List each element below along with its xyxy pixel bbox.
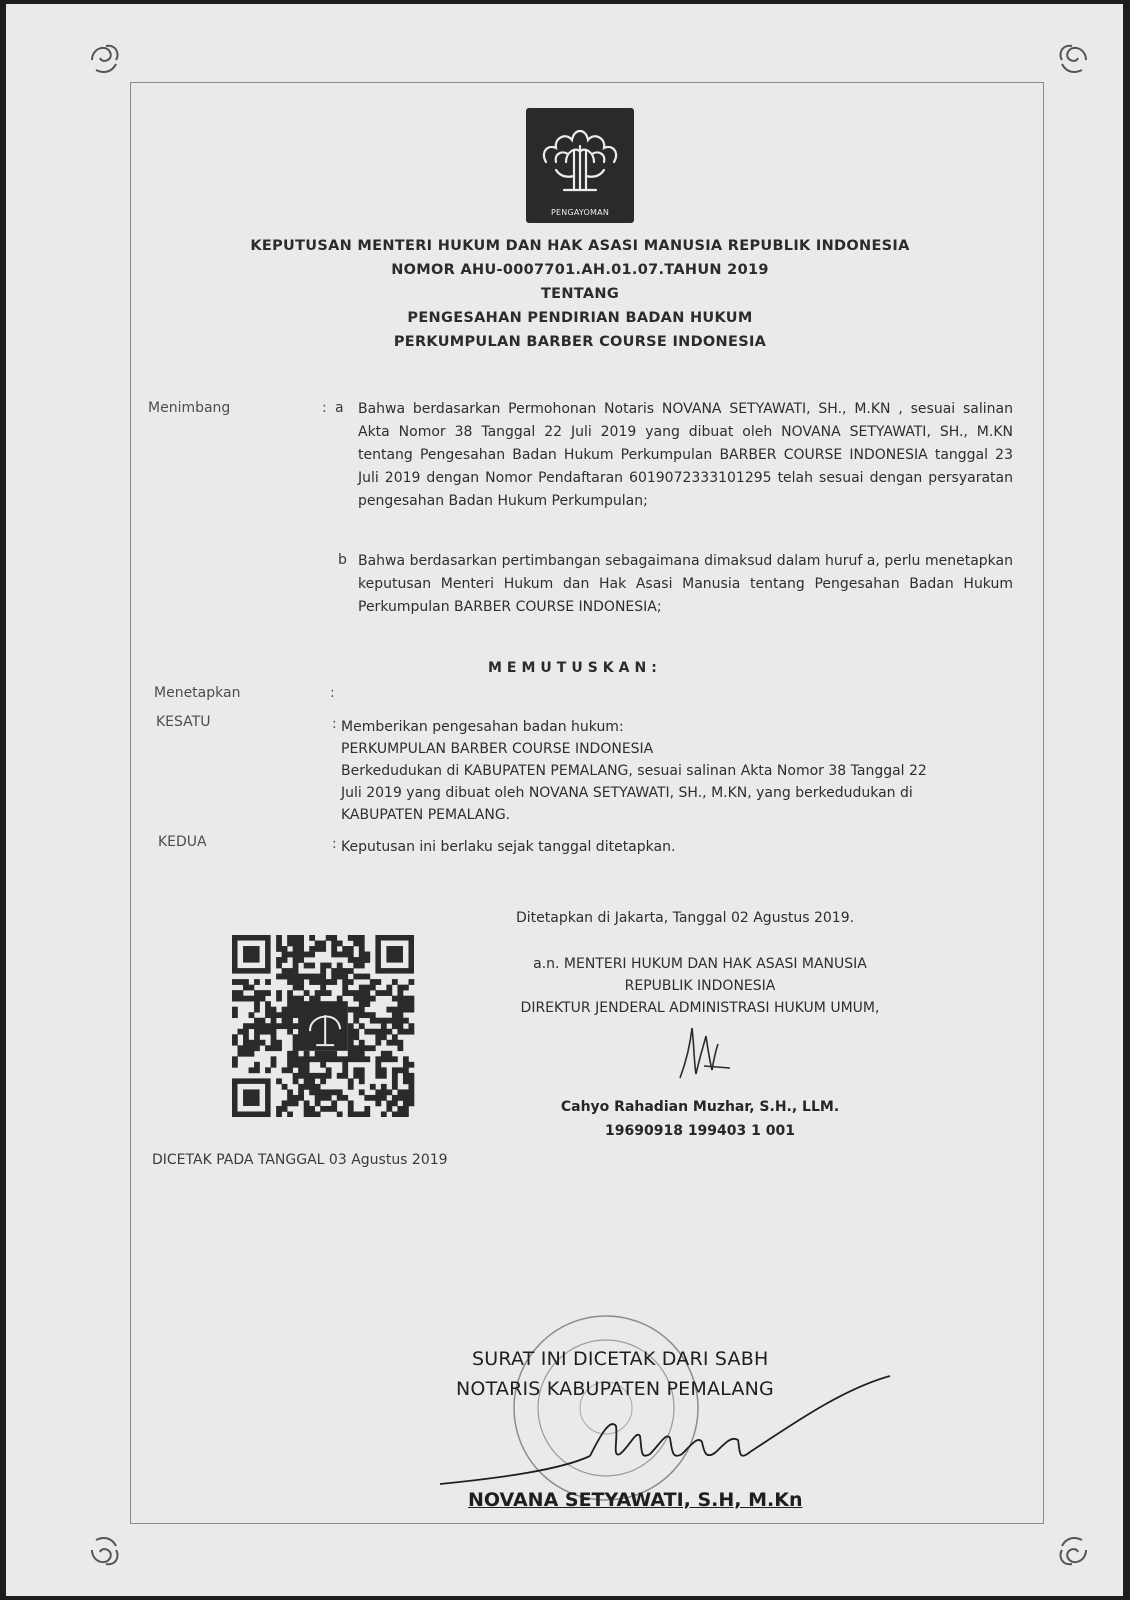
corner-ornament-icon — [1052, 1530, 1092, 1570]
decree-organization: PERKUMPULAN BARBER COURSE INDONESIA — [393, 334, 767, 350]
first-line-2: PERKUMPULAN BARBER COURSE INDONESIA — [341, 741, 654, 757]
second-label: KEDUA — [158, 834, 207, 850]
first-colon: : — [332, 716, 337, 732]
item-marker-a: a — [335, 400, 344, 416]
item-marker-b: b — [338, 552, 347, 568]
signer-nip: 19690918 199403 1 001 — [605, 1123, 795, 1139]
decree-about: TENTANG — [540, 286, 620, 302]
corner-ornament-icon — [86, 40, 126, 80]
director-signature — [660, 1022, 750, 1088]
decree-number: NOMOR AHU-0007701.AH.01.07.TAHUN 2019 — [391, 262, 769, 278]
decree-subject: PENGESAHAN PENDIRIAN BADAN HUKUM — [407, 310, 753, 326]
notary-name: NOVANA SETYAWATI, S.H, M.Kn — [468, 1489, 803, 1511]
second-text: Keputusan ini berlaku sejak tanggal ditetapkan. — [341, 839, 676, 855]
first-label: KESATU — [156, 714, 211, 730]
considering-item-a: Bahwa berdasarkan Permohonan Notaris NOVANA SETYAWATI, SH., M.KN , sesuai salinan Akta Nomor 38 Tanggal 22 Juli 2019 yang dibuat oleh NOVANA SETYAWATI, SH., M.KN tentang Pengesahan Badan Hukum Perkumpulan BARBER COURSE INDONESIA tanggal 23 Juli 2019 dengan Nomor Pendaftaran 6019072333101295 telah sesuai dengan persyaratan pengesahan Badan Hukum Perkumpulan; — [358, 401, 1013, 509]
notary-signature — [440, 1366, 920, 1496]
establish-colon: : — [330, 685, 335, 701]
logo-caption: PENGAYOMAN — [550, 208, 610, 217]
corner-ornament-icon — [1052, 40, 1092, 80]
first-line-1: Memberikan pengesahan badan hukum: — [341, 719, 624, 735]
first-line-4: Juli 2019 yang dibuat oleh NOVANA SETYAWATI, SH., M.KN, yang berkedudukan di — [341, 785, 913, 801]
on-behalf-line-3: DIREKTUR JENDERAL ADMINISTRASI HUKUM UMUM, — [520, 1000, 880, 1016]
establish-label: Menetapkan — [154, 685, 241, 701]
on-behalf-line-1: a.n. MENTERI HUKUM DAN HAK ASASI MANUSIA — [533, 956, 867, 972]
considering-label: Menimbang — [148, 400, 231, 416]
considering-colon: : — [322, 400, 327, 416]
decree-title: KEPUTUSAN MENTERI HUKUM DAN HAK ASASI MANUSIA REPUBLIK INDONESIA — [250, 238, 910, 254]
corner-ornament-icon — [86, 1530, 126, 1570]
stamp-line-1: SURAT INI DICETAK DARI SABH — [472, 1348, 769, 1370]
first-line-5: KABUPATEN PEMALANG. — [341, 807, 511, 823]
considering-item-b: Bahwa berdasarkan pertimbangan sebagaimana dimaksud dalam huruf a, perlu menetapkan keputusan Menteri Hukum dan Hak Asasi Manusia tentang Pengesahan Badan Hukum Perkumpulan BARBER COURSE INDONESIA; — [358, 553, 1013, 615]
decides-heading: MEMUTUSKAN: — [488, 660, 662, 676]
on-behalf-line-2: REPUBLIK INDONESIA — [624, 978, 776, 994]
place-date: Ditetapkan di Jakarta, Tanggal 02 Agustus 2019. — [516, 910, 855, 926]
second-colon: : — [332, 836, 337, 852]
printed-date: DICETAK PADA TANGGAL 03 Agustus 2019 — [152, 1152, 448, 1168]
first-line-3: Berkedudukan di KABUPATEN PEMALANG, sesuai salinan Akta Nomor 38 Tanggal 22 — [341, 763, 927, 779]
banyan-tree-icon — [536, 116, 624, 196]
qr-code — [228, 935, 418, 1117]
stamp-line-2: NOTARIS KABUPATEN PEMALANG — [456, 1378, 774, 1400]
pengayoman-logo — [526, 108, 634, 223]
signer-name: Cahyo Rahadian Muzhar, S.H., LLM. — [560, 1099, 840, 1115]
